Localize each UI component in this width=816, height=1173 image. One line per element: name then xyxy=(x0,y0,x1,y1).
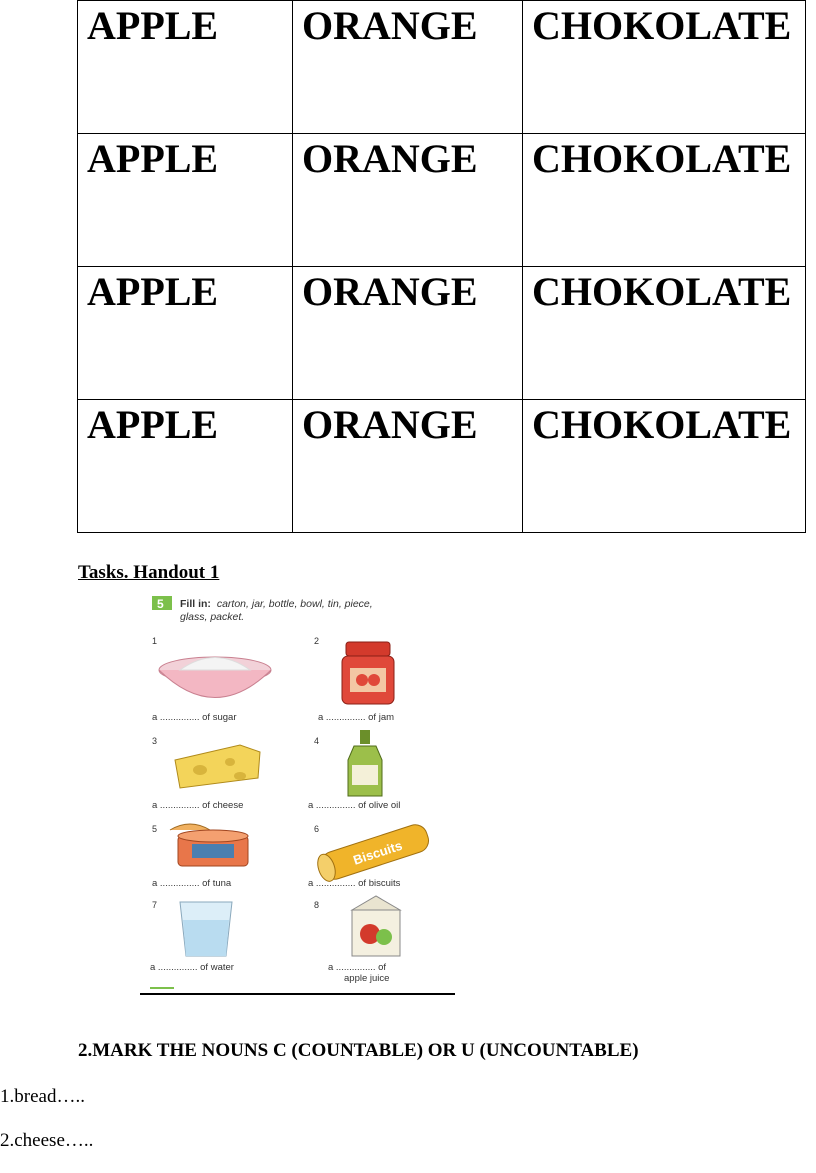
task2-item: 2.cheese….. xyxy=(0,1130,94,1151)
item-number: 2 xyxy=(314,636,320,646)
instruction-words-2: glass, packet. xyxy=(180,611,245,623)
item-text: a ............... of xyxy=(328,962,387,973)
svg-text:Fill in: carton, jar, bo xyxy=(180,598,373,610)
item-text: a ............... of olive oil xyxy=(308,800,401,811)
table-cell: APPLE xyxy=(78,400,293,533)
table-cell: ORANGE xyxy=(293,134,523,267)
item-number: 8 xyxy=(314,900,320,910)
task2-item: 1.bread….. xyxy=(0,1086,85,1107)
table-cell: APPLE xyxy=(78,134,293,267)
item-text: a ............... of cheese xyxy=(152,800,244,811)
table-cell: APPLE xyxy=(78,1,293,134)
table-row xyxy=(78,1,806,134)
table-cell: ORANGE xyxy=(293,400,523,533)
item-text: a ............... of tuna xyxy=(152,878,232,889)
item-number: 3 xyxy=(152,736,158,746)
exercise-number: 5 xyxy=(157,597,164,611)
item-number: 7 xyxy=(152,900,158,910)
fill-in-label: Fill in: xyxy=(180,598,211,610)
item-number: 5 xyxy=(152,824,158,834)
handout-title: Tasks. Handout 1 xyxy=(78,562,220,583)
table-row xyxy=(78,134,806,267)
item-number: 1 xyxy=(152,636,158,646)
item-number: 6 xyxy=(314,824,320,834)
item-text: a ............... of biscuits xyxy=(308,878,401,889)
item-number: 4 xyxy=(314,736,320,746)
item-text: a ............... of water xyxy=(150,962,234,973)
instruction-words: carton, jar, bottle, bowl, tin, piece, xyxy=(216,598,373,610)
item-text: a ............... of jam xyxy=(318,712,395,723)
table-cell: ORANGE xyxy=(293,1,523,134)
table-row xyxy=(78,400,806,533)
jam-jar-icon xyxy=(342,642,394,704)
biscuits-label: Biscuits xyxy=(351,837,405,868)
table-cell: CHOKOLATE xyxy=(523,134,806,267)
table-cell: ORANGE xyxy=(293,267,523,400)
table-cell: CHOKOLATE xyxy=(523,1,806,134)
exercise-image xyxy=(140,590,455,996)
water-glass-icon xyxy=(180,902,232,956)
table-cell: CHOKOLATE xyxy=(523,400,806,533)
word-table xyxy=(77,0,806,533)
item-text: a ............... of sugar xyxy=(152,712,237,723)
task2-heading: 2.MARK THE NOUNS C (COUNTABLE) OR U (UNCOUNTABLE) xyxy=(78,1040,639,1061)
table-cell: APPLE xyxy=(78,267,293,400)
item-text: apple juice xyxy=(344,973,390,984)
table-cell: CHOKOLATE xyxy=(523,267,806,400)
table-row xyxy=(78,267,806,400)
